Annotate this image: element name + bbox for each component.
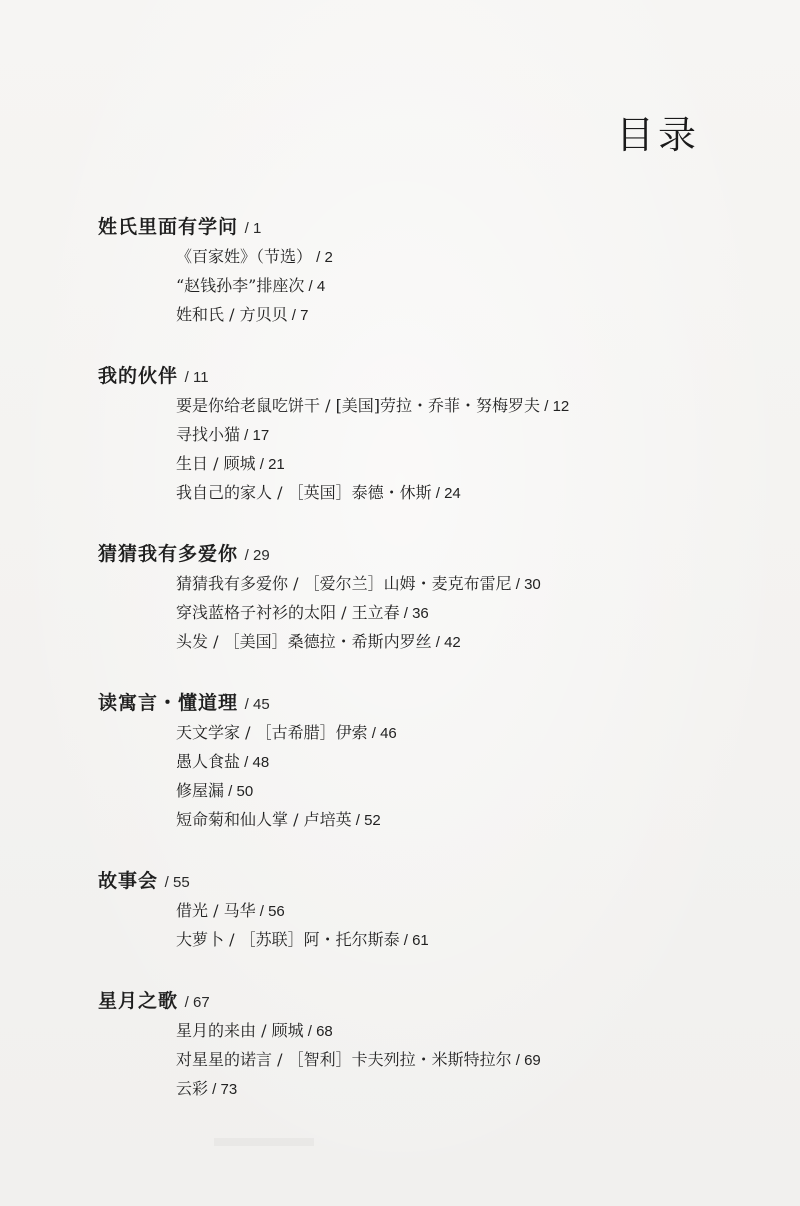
toc-entry[interactable]: 大萝卜 / ［苏联］阿・托尔斯泰 / 61: [176, 930, 429, 949]
toc-section: [98, 688, 738, 834]
section-page-number: / 29: [244, 547, 270, 564]
section-title[interactable]: [98, 539, 738, 569]
table-of-contents: [98, 212, 738, 1135]
section-title-text: 姓氏里面有学问: [98, 216, 239, 238]
section-entries: [176, 718, 738, 834]
section-entries: [176, 1016, 738, 1103]
section-page-number: / 1: [244, 220, 262, 237]
toc-entry[interactable]: 头发 / ［美国］桑德拉・希斯内罗丝 / 42: [176, 632, 461, 651]
toc-entry[interactable]: 星月的来由 / 顾城 / 68: [176, 1021, 333, 1040]
toc-entry[interactable]: “赵钱孙李”排座次 / 4: [176, 276, 326, 295]
toc-entry[interactable]: 短命菊和仙人掌 / 卢培英 / 52: [176, 810, 381, 829]
section-title-text: 读寓言・懂道理: [98, 692, 239, 714]
toc-entry[interactable]: 姓和氏 / 方贝贝 / 7: [176, 305, 309, 324]
toc-entry[interactable]: 天文学家 / ［古希腊］伊索 / 46: [176, 723, 397, 742]
section-title[interactable]: [98, 212, 738, 242]
toc-section: [98, 986, 738, 1103]
section-page-number: / 45: [244, 696, 270, 713]
toc-entry[interactable]: 要是你给老鼠吃饼干 / [美国]劳拉・乔菲・努梅罗夫 / 12: [176, 396, 570, 415]
toc-entry[interactable]: 修屋漏 / 50: [176, 781, 254, 800]
toc-entry[interactable]: 云彩 / 73: [176, 1079, 238, 1098]
toc-entry[interactable]: 愚人食盐 / 48: [176, 752, 270, 771]
section-entries: [176, 569, 738, 656]
section-title[interactable]: [98, 361, 738, 391]
section-entries: [176, 242, 738, 329]
section-title-text: 猜猜我有多爱你: [98, 543, 239, 565]
toc-entry[interactable]: 对星星的诺言 / ［智利］卡夫列拉・米斯特拉尔 / 69: [176, 1050, 541, 1069]
page-title: 目录: [615, 113, 700, 157]
toc-entry[interactable]: 寻找小猫 / 17: [176, 425, 270, 444]
toc-entry[interactable]: 借光 / 马华 / 56: [176, 901, 285, 920]
section-title[interactable]: [98, 866, 738, 896]
section-entries: [176, 896, 738, 954]
section-title[interactable]: [98, 688, 738, 718]
faint-footer-mark: [214, 1138, 314, 1146]
toc-entry[interactable]: 猜猜我有多爱你 / ［爱尔兰］山姆・麦克布雷尼 / 30: [176, 574, 541, 593]
toc-section: [98, 361, 738, 507]
section-title[interactable]: [98, 986, 738, 1016]
section-page-number: / 11: [184, 369, 209, 386]
section-title-text: 星月之歌: [98, 990, 179, 1012]
toc-entry[interactable]: 穿浅蓝格子衬衫的太阳 / 王立春 / 36: [176, 603, 429, 622]
toc-entry[interactable]: 我自己的家人 / ［英国］泰德・休斯 / 24: [176, 483, 461, 502]
section-title-text: 故事会: [98, 870, 159, 892]
toc-entry[interactable]: 《百家姓》（节选） / 2: [176, 247, 333, 266]
section-page-number: / 67: [184, 994, 210, 1011]
section-page-number: / 55: [164, 874, 190, 891]
toc-section: [98, 212, 738, 329]
toc-entry[interactable]: 生日 / 顾城 / 21: [176, 454, 285, 473]
section-entries: [176, 391, 738, 507]
toc-section: [98, 866, 738, 954]
section-title-text: 我的伙伴: [98, 365, 179, 387]
toc-section: [98, 539, 738, 656]
